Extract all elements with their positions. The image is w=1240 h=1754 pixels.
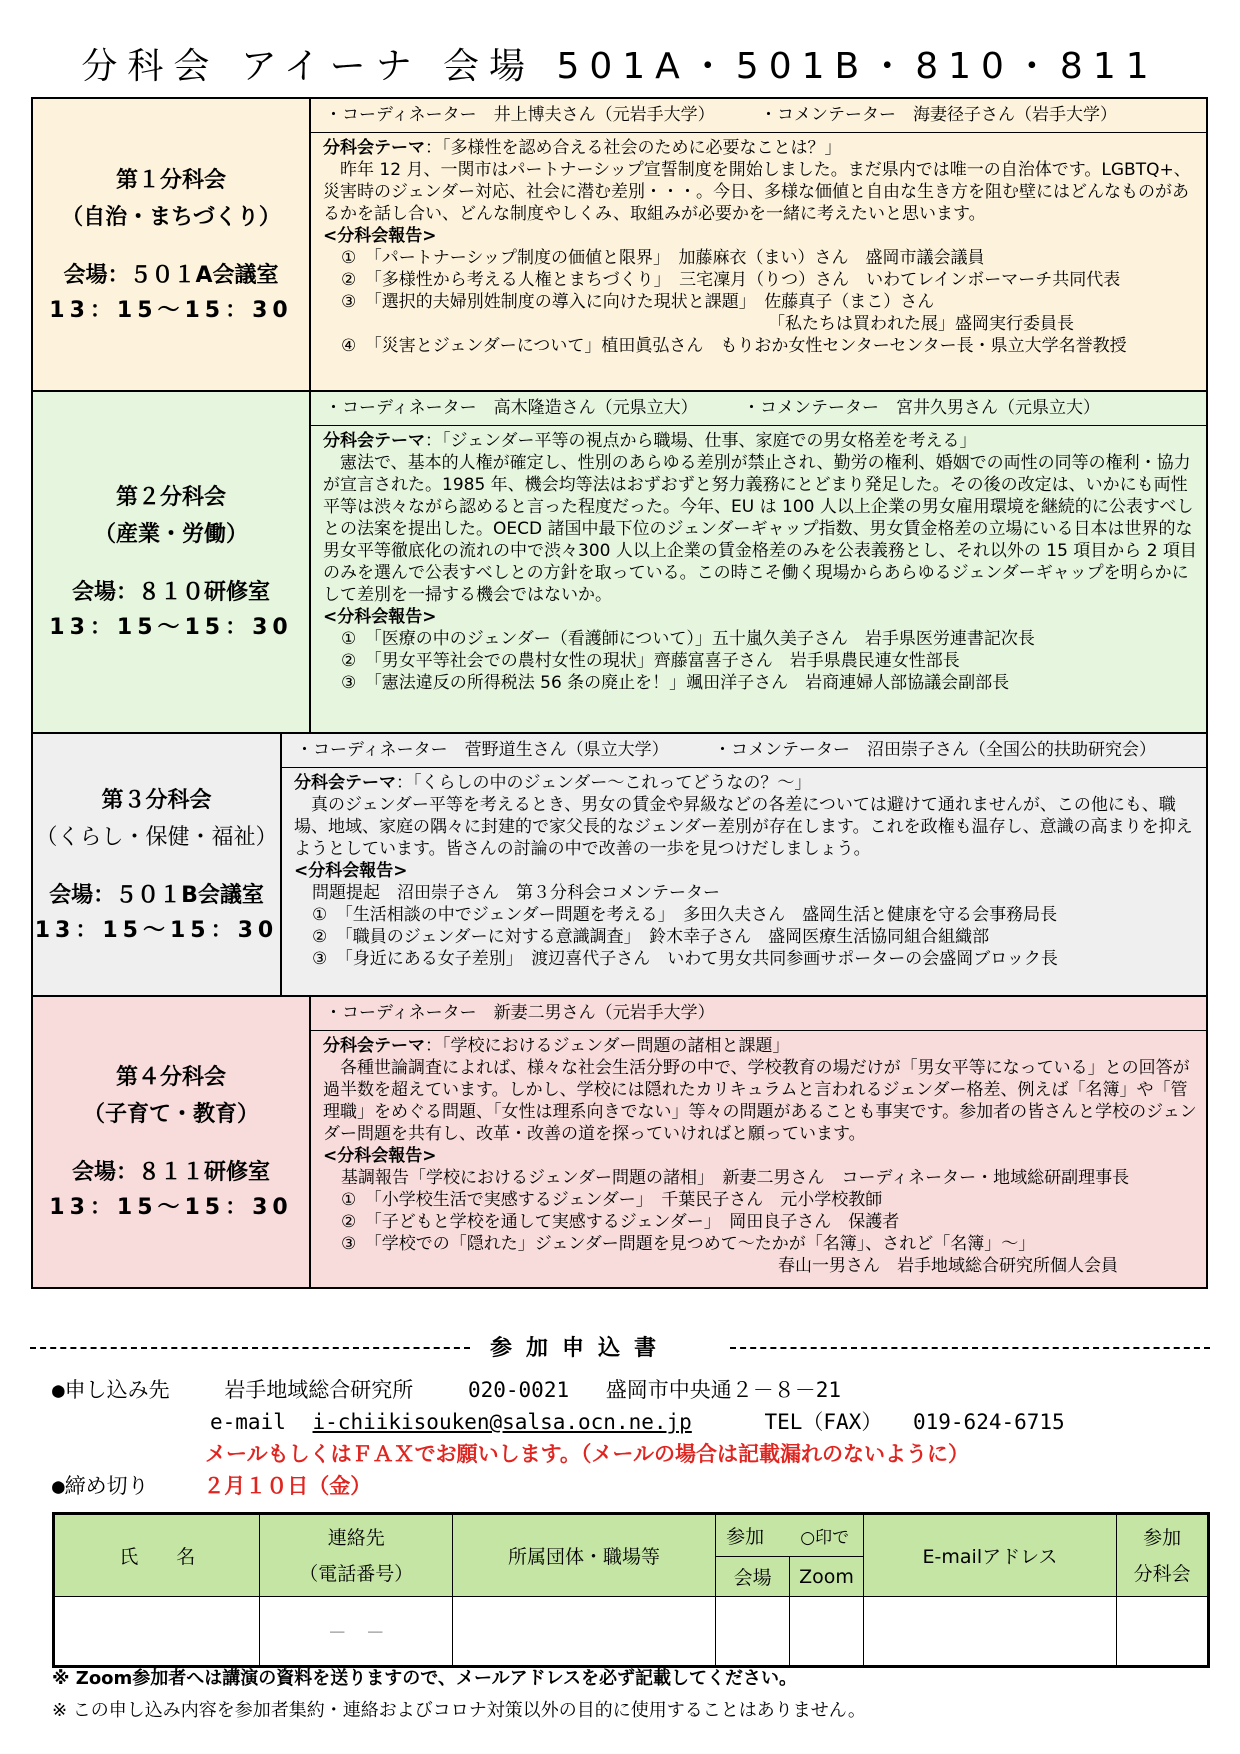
session-subtitle: （くらし・保健・福祉） xyxy=(35,824,278,850)
session-coordinators xyxy=(311,997,1206,1031)
session-body xyxy=(311,426,1206,732)
theme-label: 分科会テーマ xyxy=(323,138,425,158)
email-link[interactable]: i-chiikisouken@salsa.ocn.ne.jp xyxy=(312,1410,692,1434)
col-name: 氏 名 xyxy=(54,1514,260,1597)
commentator: ・コメンテーター 沼田崇子さん（全国公的扶助研究会） xyxy=(714,740,1156,760)
col-affiliation: 所属団体・職場等 xyxy=(452,1514,715,1597)
col-attend-label: 参加 xyxy=(726,1526,765,1548)
report-item: ③ 「身近にある女子差別」 渡辺喜代子さん いわて男女共同参画サポーターの会盛岡ブロック長 xyxy=(311,949,1058,969)
sessions-table xyxy=(31,97,1208,1289)
report-item: ① 「生活相談の中でジェンダー問題を考える」 多田久夫さん 盛岡生活と健康を守る会事務局長 xyxy=(311,905,1058,925)
session-subtitle: （子育て・教育） xyxy=(82,1102,259,1127)
col-email: E-mailアドレス xyxy=(863,1514,1116,1597)
session-subtitle: （自治・まちづくり） xyxy=(61,204,281,230)
deadline-row xyxy=(52,1470,371,1500)
session-time: 13：15～15：30 xyxy=(49,297,293,323)
session-name: 第４分科会 xyxy=(115,1065,226,1090)
email-row xyxy=(210,1406,1065,1436)
report-item: ③ 「選択的夫婦別姓制度の導入に向けた現状と課題」 佐藤真子（まこ）さん xyxy=(341,292,935,312)
col-attend xyxy=(716,1514,864,1557)
zoom-checkbox[interactable] xyxy=(789,1597,863,1667)
col-contact-label: 連絡先 xyxy=(327,1526,385,1549)
report-item-continued: 「私たちは買われた展」盛岡実行委員長 xyxy=(768,314,1074,334)
coordinator: ・コーディネーター 高木隆造さん（元県立大） xyxy=(325,398,698,418)
tel-label: TEL（FAX） xyxy=(764,1410,883,1434)
venue-checkbox[interactable] xyxy=(716,1597,790,1667)
col-contact-sub: （電話番号） xyxy=(299,1562,414,1585)
report-item: ③ 「学校での「隠れた」ジェンダー問題を見つめて～たかが「名簿」、されど「名簿」～」 xyxy=(341,1234,1036,1254)
org-name: 岩手地域総合研究所 xyxy=(224,1378,414,1402)
session-venue: 会場：５０１A会議室 xyxy=(63,262,279,288)
session-venue: 会場：５０１B会議室 xyxy=(49,882,264,908)
session-time: 13：15～15：30 xyxy=(49,615,293,640)
session-description: 憲法で、基本的人権が確定し、性別のあらゆる差別が禁止され、勤労の権利、婚姻での両性の同等の権利・協力が宣言された。1985 年、機会均等法はおずおずと努力義務にとどまり発足した。その後の改定は、いかにも両性平等は渋々ながら認めると言った程度だった。今年、EU は 100 人以上企業の男女雇用環境を継続的に公表すべしとの法案を提出した。OECD 諸国中最下位のジェンダーギャップ指数、男女賃金格差の立場にいる日本は世界的な男女平等徹底化の流れの中で渋々300 人以上企業の賃金格差のみを公表義務とし、それ以外の 15 項目から 2 項目のみを選んで公表すべしとの方針を取っている。この時こそ働く現場からあらゆるジェンダーギャップを明らかにして差別を一掃する機会ではないか。 xyxy=(323,453,1197,605)
report-item: ① 「医療の中のジェンダー（看護師について）」五十嵐久美子さん 岩手県医労連書記次長 xyxy=(341,629,1035,649)
destination-row xyxy=(52,1374,841,1404)
commentator: ・コメンテーター 海妻径子さん（岩手大学） xyxy=(760,105,1118,125)
report-list xyxy=(323,1167,1198,1277)
report-item: ② 「男女平等社会での農村女性の現状」齊藤富喜子さん 岩手県農民連女性部長 xyxy=(341,651,960,671)
note-privacy: ※ この申し込み内容を参加者集約・連絡およびコロナ対策以外の目的に使用することはありません。 xyxy=(52,1700,866,1721)
theme: ：「学校におけるジェンダー問題の諸相と課題」 xyxy=(425,1036,790,1056)
report-item: ② 「子どもと学校を通して実感するジェンダー」 岡田良子さん 保護者 xyxy=(341,1212,900,1232)
form-heading: 参加申込書 xyxy=(490,1336,671,1361)
theme-label: 分科会テーマ xyxy=(323,1036,425,1056)
theme: ：「ジェンダー平等の視点から職場、仕事、家庭での男女格差を考える」 xyxy=(425,431,977,451)
session-name: 第３分科会 xyxy=(101,787,212,813)
reports-label: <分科会報告> xyxy=(323,1146,437,1166)
session-2-header xyxy=(33,392,311,732)
session-body xyxy=(311,133,1206,390)
dashed-line-left xyxy=(30,1347,470,1349)
session-name: 第１分科会 xyxy=(115,167,226,193)
col-attend-mark: ○印で xyxy=(800,1528,850,1548)
session-3-header xyxy=(33,734,282,995)
session-4-header xyxy=(33,997,311,1287)
session-1-header xyxy=(33,99,311,390)
reports-label: <分科会報告> xyxy=(323,226,437,246)
destination-label: ●申し込み先 xyxy=(52,1378,170,1402)
session-name: 第２分科会 xyxy=(115,485,226,510)
report-item: 基調報告「学校におけるジェンダー問題の諸相」 新妻二男さん コーディネーター・地域総研副理事長 xyxy=(341,1168,1130,1188)
deadline-date: ２月１０日（金） xyxy=(203,1474,372,1498)
theme: ：「多様性を認め合える社会のために必要なことは？」 xyxy=(425,138,842,158)
form-header-row xyxy=(54,1514,1209,1557)
col-session xyxy=(1117,1514,1209,1597)
theme: ：「くらしの中のジェンダー～これってどうなの？～」 xyxy=(395,773,812,793)
session-description: 真のジェンダー平等を考えるとき、男女の賃金や昇級などの各差については避けて通れませんが、この他にも、職場、地域、家庭の隅々に封建的で家父長的なジェンダー差別が存在します。これを政権も温存し、意識の高まりを抑えようとしています。皆さんの討論の中で改善の一歩を見つけだしましょう。 xyxy=(293,795,1193,859)
report-item: ② 「多様性から考える人権とまちづくり」 三宅凜月（りつ）さん いわてレインボーマーチ共同代表 xyxy=(341,270,1121,290)
coordinator: ・コーディネーター 新妻二男さん（元岩手大学） xyxy=(325,1003,715,1023)
note-zoom: ※ Zoom参加者へは講演の資料を送りますので、メールアドレスを必ず記載してください。 xyxy=(52,1668,798,1689)
session-body xyxy=(282,768,1206,995)
session-description: 昨年 12 月、一関市はパートナーシップ宣誓制度を開始しました。まだ県内では唯一の自治体です。LGBTQ+、災害時のジェンダー対応、社会に潜む差別・・・。今日、多様な価値と自由な生き方を阻む壁にはどんなものがあるかを話し合い、どんな制度やしくみ、取組みが必要かを一緒に考えたいと思います。 xyxy=(323,160,1191,224)
reports-label: <分科会報告> xyxy=(323,607,437,627)
col-session-sub: 分科会 xyxy=(1133,1562,1191,1585)
report-item: ① 「小学校生活で実感するジェンダー」 千葉民子さん 元小学校教師 xyxy=(341,1190,883,1210)
col-contact xyxy=(260,1514,452,1597)
phone-placeholder: － － xyxy=(327,1621,385,1644)
report-item: ② 「職員のジェンダーに対する意識調査」 鈴木幸子さん 盛岡医療生活協同組合組織部 xyxy=(311,927,990,947)
session-2 xyxy=(33,392,1206,734)
form-divider xyxy=(30,1336,1210,1361)
report-item: ① 「パートナーシップ制度の価値と限界」 加藤麻衣（まい）さん 盛岡市議会議員 xyxy=(341,248,985,268)
session-time: 13：15～15：30 xyxy=(49,1195,293,1220)
affiliation-field[interactable] xyxy=(452,1597,715,1667)
reports-label: <分科会報告> xyxy=(293,861,408,881)
submission-notice: メールもしくはＦＡＸでお願いします。（メールの場合は記載漏れのないように） xyxy=(205,1442,969,1466)
theme-label: 分科会テーマ xyxy=(293,773,396,793)
report-list xyxy=(323,247,1198,357)
session-venue: 会場：８１１研修室 xyxy=(71,1160,270,1185)
address: 盛岡市中央通２－８－21 xyxy=(605,1378,842,1402)
phone-field[interactable] xyxy=(260,1597,452,1667)
dashed-line-right xyxy=(730,1347,1210,1349)
report-item-continued: 春山一男さん 岩手地域総合研究所個人会員 xyxy=(778,1256,1118,1276)
session-coordinators xyxy=(311,392,1206,426)
report-list xyxy=(294,882,1198,970)
report-item: 問題提起 沼田崇子さん 第３分科会コメンテーター xyxy=(311,883,720,903)
deadline-label: ●締め切り xyxy=(52,1474,149,1498)
form-entry-row xyxy=(54,1597,1209,1667)
session-1 xyxy=(33,99,1206,392)
session-coordinators xyxy=(311,99,1206,133)
page-title: 分科会 アイーナ 会場 501A・501B・810・811 xyxy=(81,46,1159,87)
coordinator: ・コーディネーター 菅野道生さん（県立大学） xyxy=(295,740,669,760)
email-label: e-mail xyxy=(210,1410,286,1434)
col-zoom: Zoom xyxy=(789,1557,863,1597)
session-coordinators xyxy=(282,734,1206,768)
email-field[interactable] xyxy=(863,1597,1116,1667)
col-venue: 会場 xyxy=(716,1557,790,1597)
report-list xyxy=(323,628,1198,694)
col-session-label: 参加 xyxy=(1143,1526,1182,1549)
session-field[interactable] xyxy=(1117,1597,1209,1667)
theme-label: 分科会テーマ xyxy=(323,431,425,451)
session-subtitle: （産業・労働） xyxy=(93,522,248,547)
session-body xyxy=(311,1031,1206,1287)
report-item: ④ 「災害とジェンダーについて」植田眞弘さん もりおか女性センターセンター長・県立大学名誉教授 xyxy=(341,336,1127,356)
report-item: ③ 「憲法違反の所得税法 56 条の廃止を！」颯田洋子さん 岩商連婦人部協議会副部長 xyxy=(341,673,1010,693)
session-3 xyxy=(33,734,1206,997)
session-venue: 会場：８１０研修室 xyxy=(71,580,270,605)
postal-code: 020-0021 xyxy=(467,1378,570,1402)
coordinator: ・コーディネーター 井上博夫さん（元岩手大学） xyxy=(325,105,715,125)
name-field[interactable] xyxy=(54,1597,260,1667)
application-form xyxy=(52,1512,1210,1668)
session-description: 各種世論調査によれば、様々な社会生活分野の中で、学校教育の場だけが「男女平等になっている」との回答が過半数を超えています。しかし、学校には隠れたカリキュラムと言われるジェンダー格差、例えば「名簿」や「管理職」をめぐる問題、「女性は理系向きでない」等々の問題があることも事実です。参加者の皆さんと学校のジェンダー問題を共有し、改革・改善の道を探っていければと願っています。 xyxy=(323,1058,1197,1144)
session-time: 13：15～15：30 xyxy=(34,917,279,943)
commentator: ・コメンテーター 宮井久男さん（元県立大） xyxy=(743,398,1101,418)
tel-number: 019-624-6715 xyxy=(912,1410,1065,1434)
session-4 xyxy=(33,997,1206,1287)
